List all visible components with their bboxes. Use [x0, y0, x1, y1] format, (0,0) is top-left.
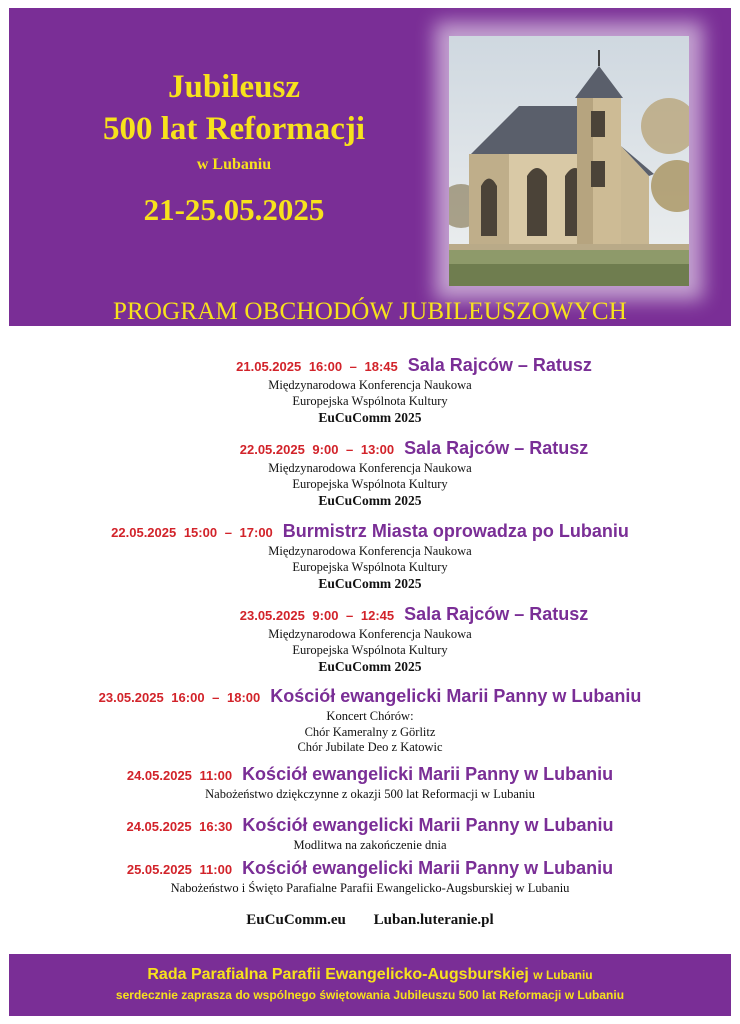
church-illustration — [449, 36, 689, 286]
church-photo — [449, 36, 689, 286]
event-item — [0, 520, 740, 592]
event-item — [0, 857, 740, 897]
event-item — [0, 685, 740, 756]
event-desc: Europejska Wspólnota Kultury — [292, 393, 448, 408]
link-eucucomm[interactable]: EuCuComm.eu — [246, 912, 346, 928]
event-tag: EuCuComm 2025 — [318, 576, 422, 591]
footer-banner — [9, 954, 731, 1016]
event-date: 23.05.2025 9:00 – 12:45 — [239, 608, 395, 623]
link-luban-luteranie[interactable]: Luban.luteranie.pl — [373, 912, 494, 928]
event-item — [0, 603, 740, 675]
event-date: 22.05.2025 9:00 – 13:00 — [239, 442, 395, 457]
title-line-3: w Lubaniu — [196, 156, 272, 173]
event-desc: Nabożeństwo i Święto Parafialne Parafii Ewangelicko-Augsburskiej w Lubaniu — [170, 881, 570, 895]
event-desc: Europejska Wspólnota Kultury — [292, 642, 448, 657]
event-desc: Chór Jubilate Deo z Katowic — [297, 740, 443, 754]
event-desc: Europejska Wspólnota Kultury — [292, 476, 448, 491]
event-date: 21.05.2025 16:00 – 18:45 — [236, 359, 398, 374]
event-date: 22.05.2025 15:00 – 17:00 — [111, 525, 273, 540]
event-venue: Sala Rajców – Ratusz — [404, 438, 589, 458]
event-venue: Kościół ewangelicki Marii Panny w Lubaniu — [242, 858, 614, 878]
event-item — [0, 814, 740, 854]
event-desc: Modlitwa na zakończenie dnia — [293, 838, 447, 852]
event-venue: Burmistrz Miasta oprowadza po Lubaniu — [282, 521, 629, 541]
footer-line-1 — [9, 964, 731, 986]
event-venue: Kościół ewangelicki Marii Panny w Lubaniu — [270, 686, 642, 706]
title-line-1: Jubileusz — [167, 69, 301, 105]
footer-location: w Lubaniu — [533, 968, 593, 982]
event-venue: Sala Rajców – Ratusz — [407, 355, 592, 375]
event-item — [0, 763, 740, 803]
event-desc: Międzynarodowa Konferencja Naukowa — [268, 544, 472, 558]
event-desc: Chór Kameralny z Görlitz — [304, 724, 436, 739]
footer-parish-council: Rada Parafialna Parafii Ewangelicko-Augsburskiej — [147, 966, 529, 983]
footer-line-2: serdecznie zaprasza do wspólnego świętowania Jubileuszu 500 lat Reformacji w Lubaniu — [115, 988, 625, 1002]
event-tag: EuCuComm 2025 — [318, 410, 422, 425]
event-tag: EuCuComm 2025 — [318, 659, 422, 674]
event-item — [0, 437, 740, 509]
event-venue: Kościół ewangelicki Marii Panny w Lubaniu — [242, 764, 614, 784]
event-date: 25.05.2025 11:00 — [126, 862, 233, 877]
event-date: 23.05.2025 16:00 – 18:00 — [98, 690, 261, 705]
title-line-2: 500 lat Reformacji — [102, 111, 366, 147]
event-date: 24.05.2025 16:30 — [126, 819, 233, 834]
title-block — [29, 66, 439, 230]
website-links — [0, 912, 740, 929]
event-desc: Międzynarodowa Konferencja Naukowa — [268, 627, 472, 641]
event-venue: Kościół ewangelicki Marii Panny w Lubaniu — [242, 815, 614, 835]
event-desc: Międzynarodowa Konferencja Naukowa — [268, 378, 472, 392]
event-desc: Nabożeństwo dziękczynne z okazji 500 lat Reformacji w Lubaniu — [205, 787, 535, 801]
program-title: PROGRAM OBCHODÓW JUBILEUSZOWYCH — [112, 298, 628, 325]
event-dates: 21-25.05.2025 — [143, 192, 325, 227]
event-desc: Międzynarodowa Konferencja Naukowa — [268, 461, 472, 475]
event-tag: EuCuComm 2025 — [318, 493, 422, 508]
event-desc: Koncert Chórów: — [326, 709, 414, 723]
event-item — [0, 354, 740, 426]
event-date: 24.05.2025 11:00 — [126, 768, 233, 783]
header-banner — [9, 8, 731, 326]
event-venue: Sala Rajców – Ratusz — [404, 604, 589, 624]
event-desc: Europejska Wspólnota Kultury — [292, 559, 448, 574]
